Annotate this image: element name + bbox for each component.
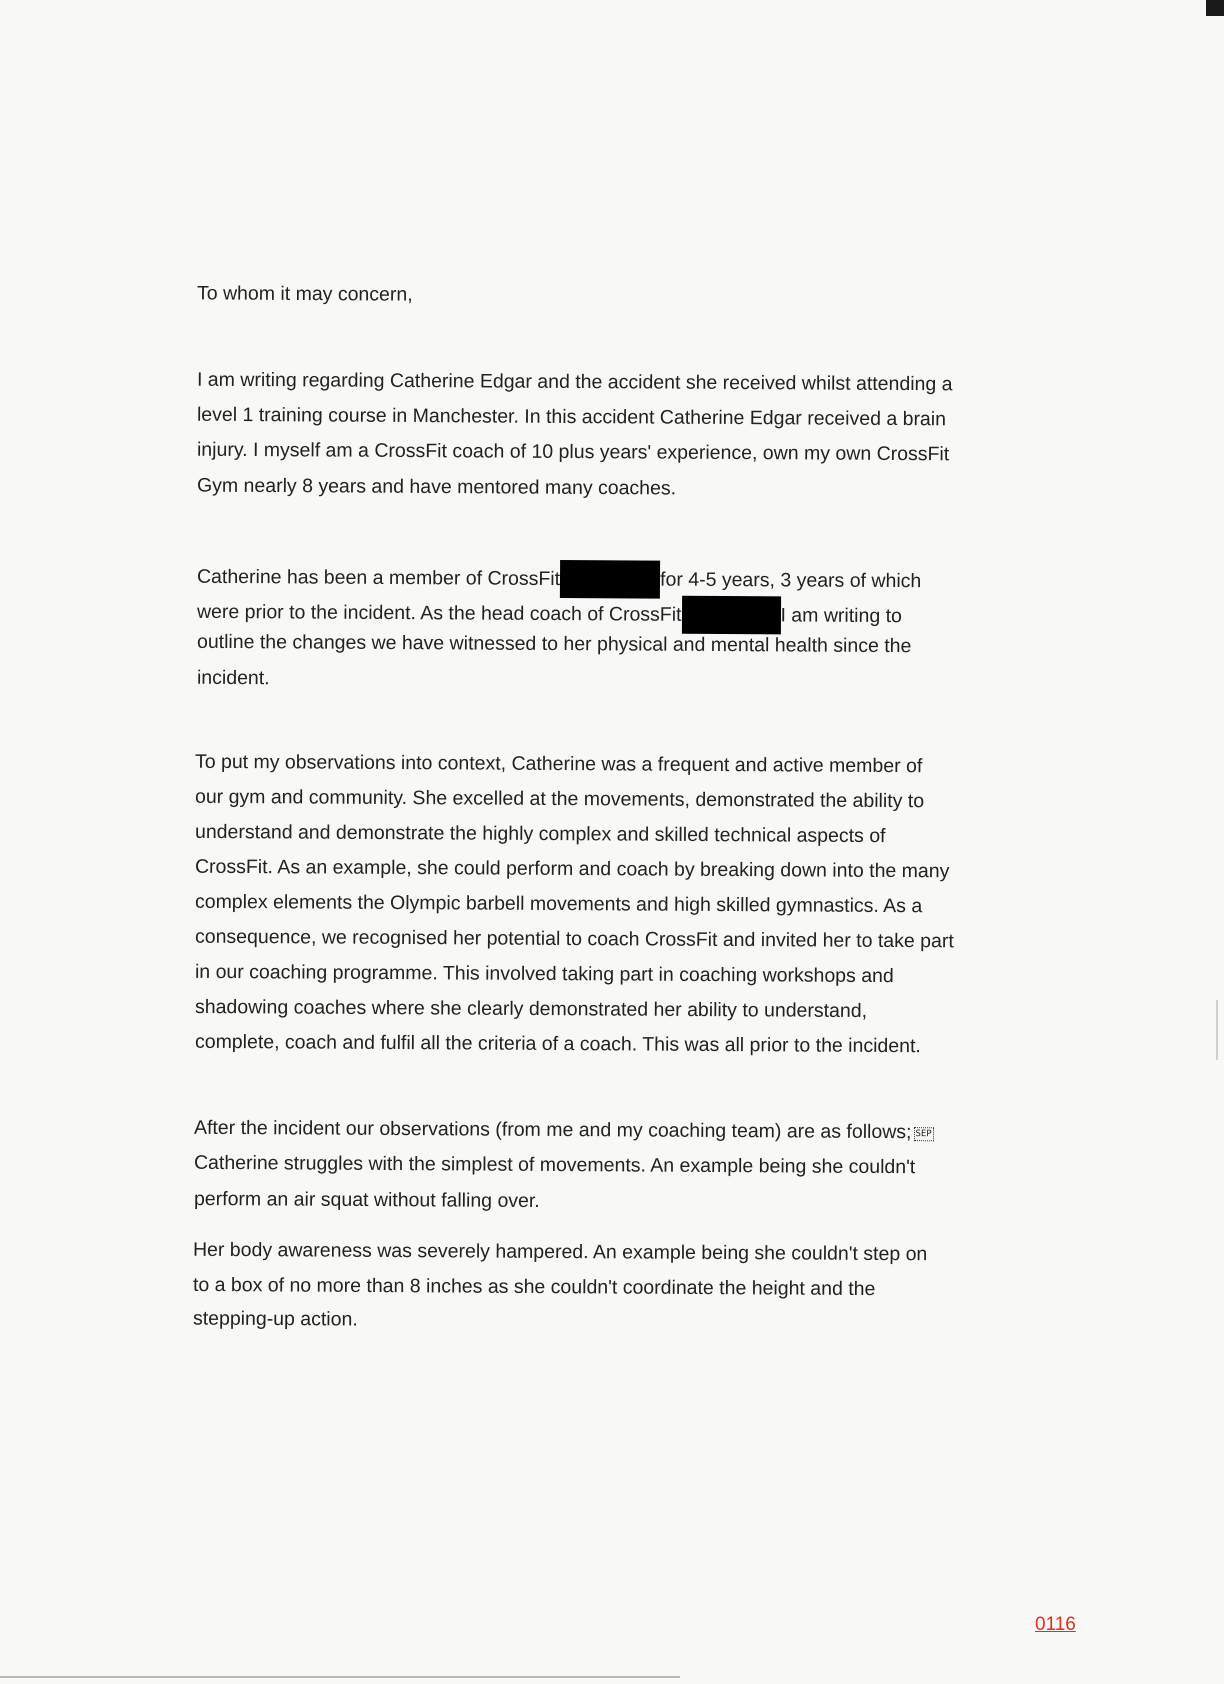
paragraph-4-line-3: perform an air squat without falling over. bbox=[193, 1187, 540, 1213]
paragraph-3-line-2: our gym and community. She excelled at the movements, demonstrated the ability to bbox=[194, 785, 925, 813]
salutation: To whom it may concern, bbox=[196, 282, 413, 306]
paragraph-2-line-3: outline the changes we have witnessed to her physical and mental health since the bbox=[196, 630, 912, 658]
paragraph-2-line-2 bbox=[197, 593, 902, 635]
paragraph-1-line-4: Gym nearly 8 years and have mentored many coaches. bbox=[196, 474, 677, 500]
paragraph-3-line-3: understand and demonstrate the highly complex and skilled technical aspects of bbox=[194, 820, 886, 848]
paragraph-5-line-2: to a box of no more than 8 inches as she couldn't coordinate the height and the bbox=[192, 1273, 876, 1301]
paragraph-5-line-3: stepping-up action. bbox=[192, 1307, 358, 1331]
paragraph-2-line-1-start: Catherine has been a member of CrossFit bbox=[196, 565, 561, 591]
paragraph-3-line-9: complete, coach and fulfil all the criteria of a coach. This was all prior to the incident. bbox=[194, 1030, 921, 1058]
paragraph-2-line-1-end: for 4-5 years, 3 years of which bbox=[660, 568, 922, 593]
paragraph-3-line-6: consequence, we recognised her potential to coach CrossFit and invited her to take part bbox=[194, 925, 954, 953]
paragraph-1-line-1: I am writing regarding Catherine Edgar and the accident she received whilst attending a bbox=[196, 368, 953, 396]
paragraph-3-line-4: CrossFit. As an example, she could perform and coach by breaking down into the many bbox=[194, 855, 950, 883]
page-number: 0116 bbox=[1035, 1614, 1076, 1635]
paragraph-3-line-1: To put my observations into context, Catherine was a frequent and active member of bbox=[194, 750, 923, 778]
paragraph-1-line-2: level 1 training course in Manchester. In this accident Catherine Edgar received a brain bbox=[196, 403, 947, 431]
paragraph-2-line-2-start: were prior to the incident. As the head coach of CrossFit bbox=[196, 600, 682, 626]
paragraph-4-line-1-text: After the incident our observations (from me and my coaching team) are as follows; bbox=[193, 1116, 912, 1144]
sep-glyph: SEP bbox=[913, 1127, 933, 1141]
paragraph-3-line-8: shadowing coaches where she clearly demonstrated her ability to understand, bbox=[194, 995, 868, 1023]
paragraph-2-line-4: incident. bbox=[196, 666, 270, 690]
redaction-box bbox=[681, 596, 780, 635]
paragraph-3-line-7: in our coaching programme. This involved taking part in coaching workshops and bbox=[194, 960, 894, 988]
paragraph-4-line-2: Catherine struggles with the simplest of movements. An example being she couldn't bbox=[193, 1151, 916, 1179]
redaction-box bbox=[560, 560, 660, 599]
paragraph-2-line-2-end: I am writing to bbox=[780, 604, 902, 628]
paragraph-3-line-5: complex elements the Olympic barbell movements and high skilled gymnastics. As a bbox=[194, 890, 923, 918]
paragraph-4-line-1 bbox=[194, 1116, 934, 1145]
paragraph-1-line-3: injury. I myself am a CrossFit coach of 10 plus years' experience, own my own CrossFit bbox=[196, 438, 950, 466]
paragraph-5-line-1: Her body awareness was severely hampered. An example being she couldn't step on bbox=[192, 1238, 928, 1266]
